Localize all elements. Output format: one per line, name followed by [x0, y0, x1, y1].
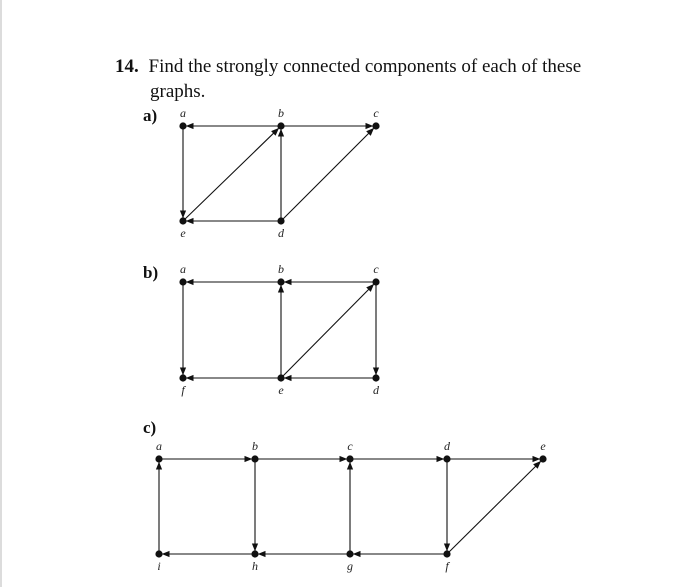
- vertex-label-b-a: a: [180, 262, 186, 276]
- edge-a-e-b: [183, 128, 278, 221]
- vertex-label-a-a: a: [180, 106, 186, 120]
- vertex-label-b-f: f: [181, 383, 185, 397]
- vertex-c-e: [539, 455, 546, 462]
- vertex-b-e: [277, 374, 284, 381]
- vertex-a-d: [277, 217, 284, 224]
- vertex-b-b: [277, 278, 284, 285]
- vertex-label-b-c: c: [373, 262, 379, 276]
- vertex-label-a-c: c: [373, 106, 379, 120]
- vertex-label-c-h: h: [252, 559, 258, 573]
- vertex-b-f: [179, 374, 186, 381]
- vertex-label-b-d: d: [373, 383, 379, 397]
- vertex-label-c-d: d: [444, 439, 450, 453]
- vertex-b-a: [179, 278, 186, 285]
- vertex-b-c: [372, 278, 379, 285]
- vertex-a-e: [179, 217, 186, 224]
- vertex-c-a: [155, 455, 162, 462]
- vertex-c-d: [443, 455, 450, 462]
- graph-c: [155, 439, 546, 573]
- vertex-label-a-b: b: [278, 106, 284, 120]
- vertex-label-c-c: c: [347, 439, 353, 453]
- vertex-a-c: [372, 122, 379, 129]
- part-a-label: a): [143, 106, 158, 125]
- problem-number: 14.: [115, 56, 139, 77]
- graph-b: [179, 262, 380, 397]
- vertex-c-c: [346, 455, 353, 462]
- vertex-label-c-f: f: [445, 559, 449, 573]
- vertex-a-b: [277, 122, 284, 129]
- vertex-c-g: [346, 550, 353, 557]
- vertex-label-c-g: g: [347, 559, 353, 573]
- vertex-label-b-b: b: [278, 262, 284, 276]
- vertex-label-c-e: e: [540, 439, 546, 453]
- problem-text-line1: Find the strongly connected components of each of these: [148, 56, 582, 77]
- graph-a: [179, 106, 379, 240]
- edge-a-d-c: [281, 128, 374, 221]
- vertex-label-c-b: b: [252, 439, 258, 453]
- vertex-c-b: [251, 455, 258, 462]
- edge-b-e-c: [281, 284, 374, 378]
- problem-text-line2: graphs.: [150, 81, 206, 102]
- part-b-label: b): [143, 263, 159, 282]
- vertex-c-h: [251, 550, 258, 557]
- vertex-label-b-e: e: [278, 383, 284, 397]
- vertex-label-a-e: e: [180, 226, 186, 240]
- vertex-a-a: [179, 122, 186, 129]
- edge-c-f-e: [447, 461, 541, 554]
- vertex-label-c-i: i: [157, 559, 161, 573]
- vertex-label-c-a: a: [156, 439, 162, 453]
- part-c-label: c): [143, 418, 157, 437]
- vertex-b-d: [372, 374, 379, 381]
- vertex-label-a-d: d: [278, 226, 284, 240]
- vertex-c-i: [155, 550, 162, 557]
- vertex-c-f: [443, 550, 450, 557]
